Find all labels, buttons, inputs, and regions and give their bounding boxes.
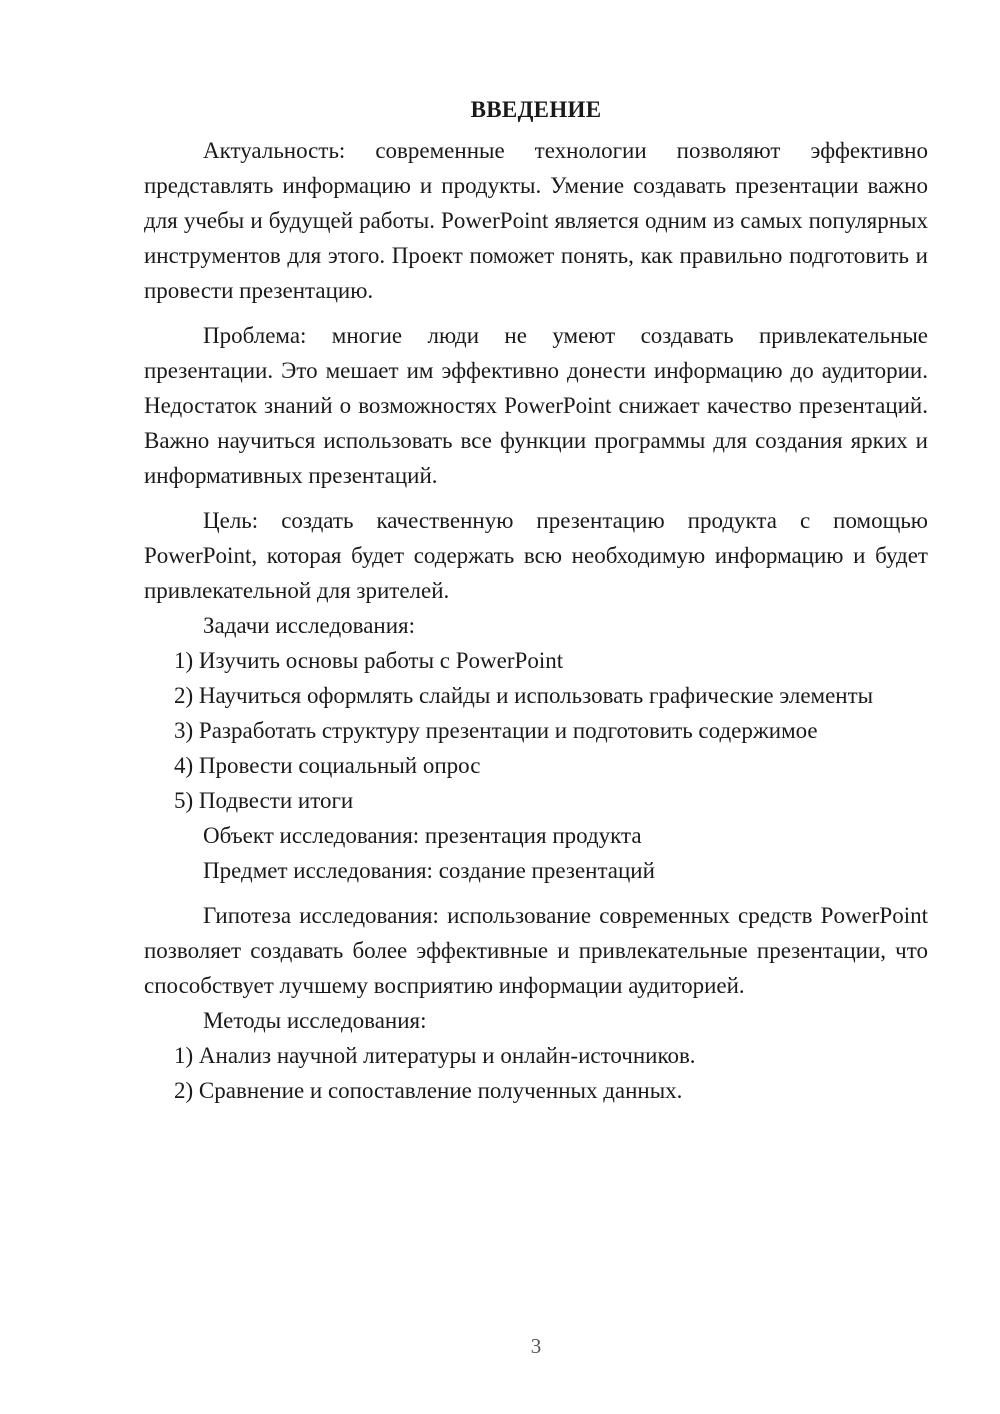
subject-line: Предмет исследования: создание презентаций	[203, 858, 655, 883]
methods-heading: Методы исследования:	[203, 1008, 427, 1033]
task-item: 2) Научиться оформлять слайды и использовать графические элементы	[174, 683, 874, 708]
object-line: Объект исследования: презентация продукта	[203, 823, 642, 848]
document-page	[144, 92, 928, 1108]
relevance-paragraph: Актуальность: современные технологии позволяют эффективно представлять информацию и продукты. Умение создавать презентации важно для учебы и будущей работы. PowerPoint является одним из самых популярных инструментов для этого. Проект поможет понять, как правильно подготовить и провести презентацию.	[144, 138, 928, 303]
section-title: ВВЕДЕНИЕ	[470, 97, 602, 122]
method-item: 1) Анализ научной литературы и онлайн-источников.	[174, 1043, 696, 1068]
task-item: 5) Подвести итоги	[174, 788, 354, 813]
hypothesis-paragraph: Гипотеза исследования: использование современных средств PowerPoint позволяет создавать более эффективные и привлекательные презентации, что способствует лучшему восприятию информации аудиторией.	[144, 903, 928, 998]
task-item: 1) Изучить основы работы с PowerPoint	[174, 648, 564, 673]
tasks-heading: Задачи исследования:	[203, 613, 416, 638]
problem-paragraph: Проблема: многие люди не умеют создавать привлекательные презентации. Это мешает им эффективно донести информацию до аудитории. Недостаток знаний о возможностях PowerPoint снижает качество презентаций. Важно научиться использовать все функции программы для создания ярких и информативных презентаций.	[144, 323, 928, 488]
task-item: 4) Провести социальный опрос	[174, 753, 481, 778]
page-number: 3	[530, 1334, 542, 1358]
goal-paragraph: Цель: создать качественную презентацию продукта с помощью PowerPoint, которая будет содержать всю необходимую информацию и будет привлекательной для зрителей.	[144, 508, 928, 603]
task-item: 3) Разработать структуру презентации и подготовить содержимое	[174, 718, 818, 743]
method-item: 2) Сравнение и сопоставление полученных данных.	[174, 1078, 683, 1103]
